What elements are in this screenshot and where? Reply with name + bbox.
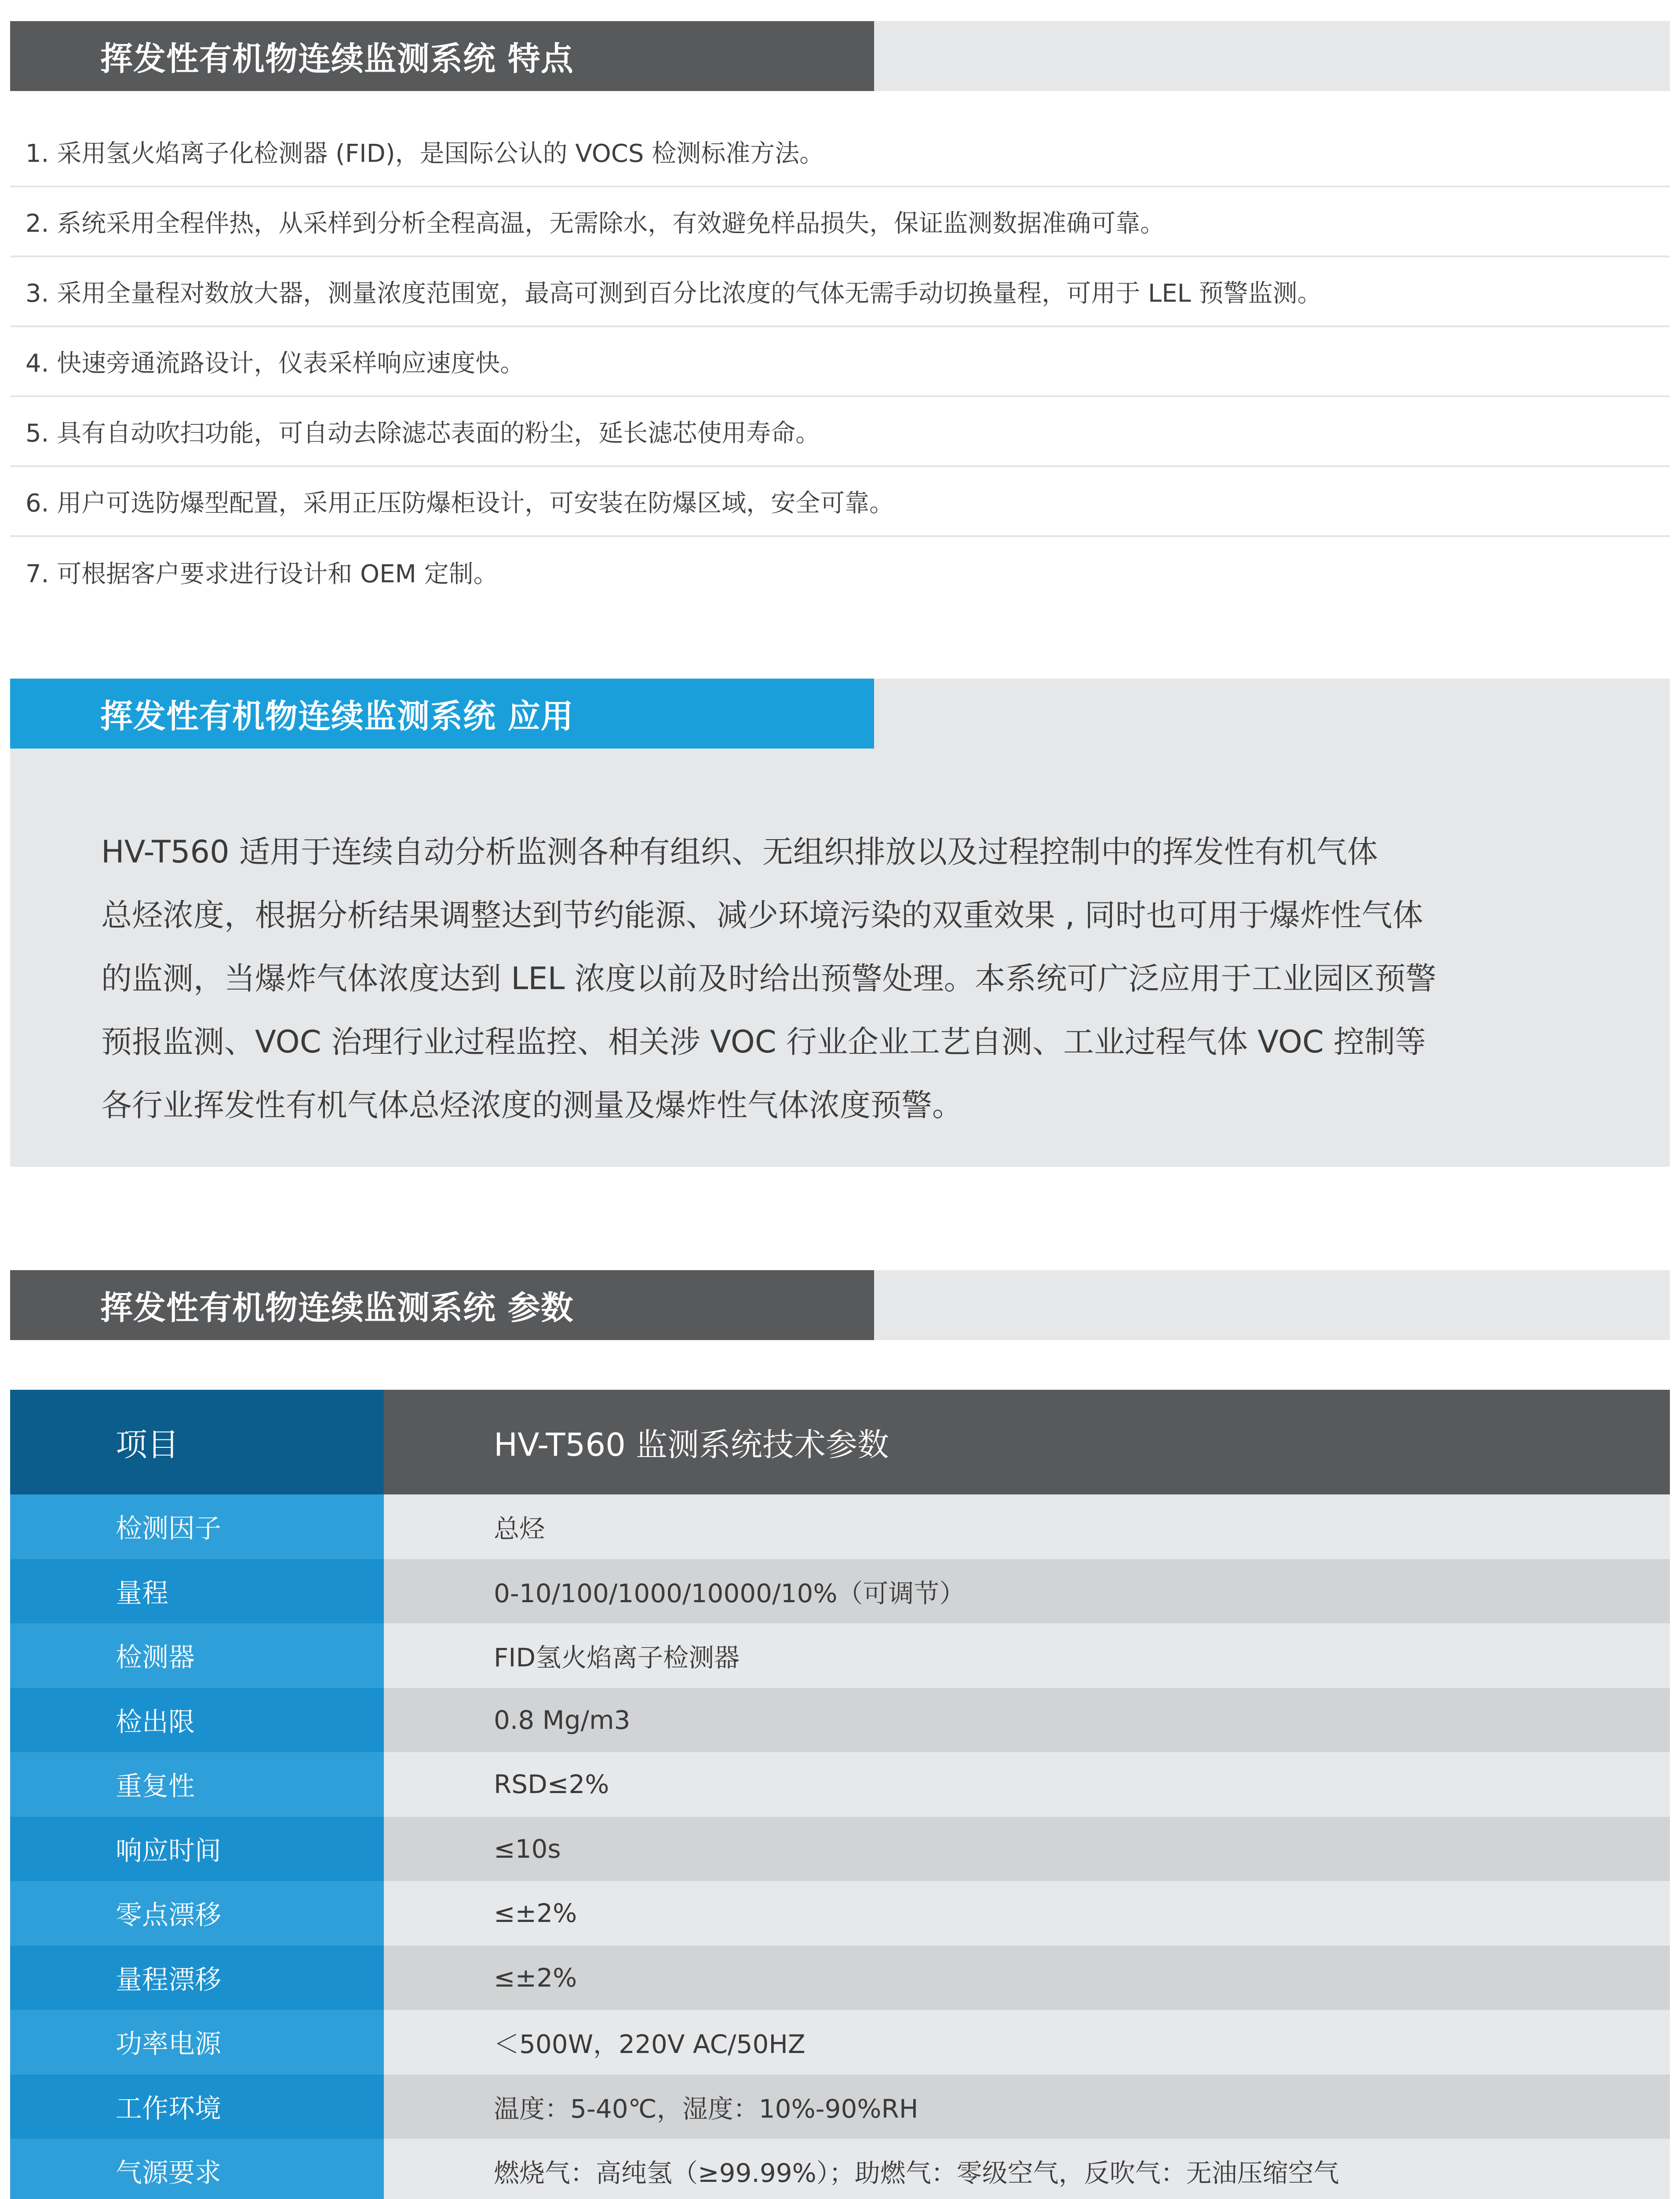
- table-row: [10, 1752, 1670, 1817]
- table-row: [10, 1817, 1670, 1881]
- features-list: [10, 117, 1670, 607]
- row-value: 温度：5-40℃，湿度：10%-90%RH: [384, 2075, 1670, 2139]
- row-value: 0.8 Mg/m3: [384, 1688, 1670, 1753]
- table-row: [10, 1494, 1670, 1559]
- row-value: ≤10s: [384, 1817, 1670, 1881]
- application-line: 各行业挥发性有机气体总烃浓度的测量及爆炸性气体浓度预警。: [101, 1087, 963, 1123]
- feature-item: 6. 用户可选防爆型配置，采用正压防爆柜设计，可安装在防爆区域，安全可靠。: [10, 467, 1670, 537]
- row-label: 检出限: [10, 1688, 384, 1753]
- row-label: 气源要求: [10, 2139, 384, 2199]
- application-line: HV-T560 适用于连续自动分析监测各种有组织、无组织排放以及过程控制中的挥发性有机气体: [101, 834, 1378, 870]
- application-panel: [10, 679, 1670, 1167]
- feature-item: 2. 系统采用全程伴热，从采样到分析全程高温，无需除水，有效避免样品损失，保证监测数据准确可靠。: [10, 187, 1670, 257]
- row-label: 检测因子: [10, 1494, 384, 1559]
- header-item-column: 项目: [10, 1390, 384, 1494]
- row-value: ＜500W，220V AC/50HZ: [384, 2010, 1670, 2075]
- table-row: [10, 1623, 1670, 1688]
- feature-item: 4. 快速旁通流路设计，仪表采样响应速度快。: [10, 327, 1670, 397]
- row-value: 燃烧气：高纯氢（≥99.99%）；助燃气：零级空气，反吹气：无油压缩空气: [384, 2139, 1670, 2199]
- feature-item: 1. 采用氢火焰离子化检测器 (FID)，是国际公认的 VOCS 检测标准方法。: [10, 117, 1670, 187]
- row-label: 重复性: [10, 1752, 384, 1817]
- row-label: 零点漂移: [10, 1881, 384, 1946]
- row-value: 总烃: [384, 1494, 1670, 1559]
- table-row: [10, 1881, 1670, 1946]
- params-header-bar: [10, 1270, 1670, 1340]
- table-row: [10, 1688, 1670, 1753]
- table-row: [10, 1946, 1670, 2010]
- row-value: FID氢火焰离子检测器: [384, 1623, 1670, 1688]
- table-row: [10, 2139, 1670, 2199]
- row-label: 功率电源: [10, 2010, 384, 2075]
- application-title: 挥发性有机物连续监测系统 应用: [10, 679, 874, 749]
- features-title: 挥发性有机物连续监测系统 特点: [10, 21, 874, 91]
- feature-item: 7. 可根据客户要求进行设计和 OEM 定制。: [26, 559, 498, 588]
- application-line: 总烃浓度，根据分析结果调整达到节约能源、减少环境污染的双重效果 , 同时也可用于爆炸性气体: [101, 897, 1423, 933]
- feature-item: 5. 具有自动吹扫功能，可自动去除滤芯表面的粉尘，延长滤芯使用寿命。: [10, 397, 1670, 467]
- row-label: 检测器: [10, 1623, 384, 1688]
- row-label: 量程: [10, 1559, 384, 1624]
- row-value: ≤±2%: [384, 1881, 1670, 1946]
- header-spec-column: HV-T560 监测系统技术参数: [384, 1390, 1670, 1494]
- params-title: 挥发性有机物连续监测系统 参数: [10, 1270, 874, 1340]
- application-description: [101, 820, 1552, 1137]
- table-row: [10, 1559, 1670, 1624]
- table-row: [10, 2010, 1670, 2075]
- feature-item: 3. 采用全量程对数放大器，测量浓度范围宽，最高可测到百分比浓度的气体无需手动切换量程，可用于 LEL 预警监测。: [10, 257, 1670, 327]
- application-line: 的监测，当爆炸气体浓度达到 LEL 浓度以前及时给出预警处理。本系统可广泛应用于工业园区预警: [101, 961, 1436, 997]
- application-line: 预报监测、VOC 治理行业过程监控、相关涉 VOC 行业企业工艺自测、工业过程气体 VOC 控制等: [101, 1024, 1426, 1060]
- table-header: [10, 1390, 1670, 1494]
- params-table: [10, 1390, 1670, 2199]
- row-label: 量程漂移: [10, 1946, 384, 2010]
- row-label: 响应时间: [10, 1817, 384, 1881]
- row-value: RSD≤2%: [384, 1752, 1670, 1817]
- row-value: ≤±2%: [384, 1946, 1670, 2010]
- row-value: 0-10/100/1000/10000/10%（可调节）: [384, 1559, 1670, 1624]
- features-header-bar: [10, 21, 1670, 91]
- table-row: [10, 2075, 1670, 2139]
- row-label: 工作环境: [10, 2075, 384, 2139]
